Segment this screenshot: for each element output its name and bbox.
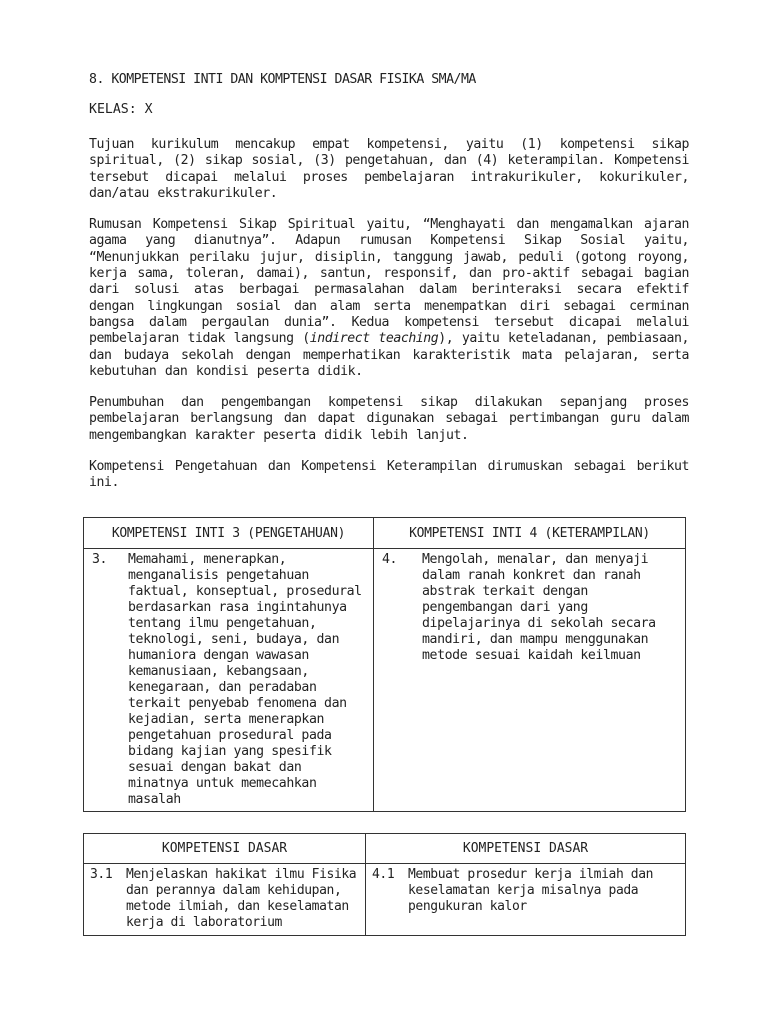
- kd31-cell: [84, 864, 366, 936]
- paragraph-attitude-competence: [89, 217, 689, 380]
- ki3-cell: [84, 549, 374, 812]
- ki3-text: Memahami, menerapkan, menganalisis pengetahuan faktual, konseptual, prosedural berdasarkan rasa ingintahunya tentang ilmu pengetahuan, teknologi, seni, budaya, dan humaniora dengan wawasan kemanusiaan, kebangsaan, kenegaraan, dan peradaban terkait penyebab fenomena dan kejadian, serta menerapkan pengetahuan prosedural pada bidang kajian yang spesifik sesuai dengan bakat dan minatnya untuk memecahkan masalah: [128, 552, 362, 807]
- ki4-cell: [374, 549, 686, 812]
- kd31-text: Menjelaskan hakikat ilmu Fisika dan perannya dalam kehidupan, metode ilmiah, dan keselamatan kerja di laboratorium: [126, 867, 357, 930]
- ki4-text: Mengolah, menalar, dan menyaji dalam ranah konkret dan ranah abstrak terkait dengan pengembangan dari yang dipelajarinya di sekolah secara mandiri, dan mampu menggunakan metode sesuai kaidah keilmuan: [422, 552, 656, 663]
- table-header-row: [84, 834, 686, 864]
- kd41-number: 4.1: [372, 867, 395, 882]
- section-heading: 8. KOMPETENSI INTI DAN KOMPTENSI DASAR FISIKA SMA/MA: [89, 72, 476, 87]
- paragraph-attitude-development: Penumbuhan dan pengembangan kompetensi sikap dilakukan sepanjang proses pembelajaran berlangsung dan dapat digunakan sebagai pertimbangan guru dalam mengembangkan karakter peserta didik lebih lanjut.: [89, 395, 689, 443]
- class-label: KELAS: X: [89, 102, 153, 117]
- italic-term: indirect teaching: [309, 331, 439, 347]
- paragraph-curriculum-goals: Tujuan kurikulum mencakup empat kompetensi, yaitu (1) kompetensi sikap spiritual, (2) sikap sosial, (3) pengetahuan, dan (4) keterampilan. Kompetensi tersebut dicapai melalui proses pembelajaran intrakurikuler, kokurikuler, dan/atau ekstrakurikuler.: [89, 137, 689, 201]
- kd41-cell: [366, 864, 686, 936]
- header-kd-left: KOMPETENSI DASAR: [84, 834, 366, 864]
- header-ki4: KOMPETENSI INTI 4 (KETERAMPILAN): [374, 518, 686, 549]
- ki3-number: 3.: [92, 552, 108, 567]
- table-row: [84, 864, 686, 936]
- kd41-text: Membuat prosedur kerja ilmiah dan keselamatan kerja misalnya pada pengukuran kalor: [408, 867, 654, 914]
- kd31-number: 3.1: [90, 867, 113, 882]
- paragraph-text: ), yaitu keteladanan, pembiasaan, dan budaya sekolah dengan memperhatikan karakteristik mata pelajaran, serta kebutuhan dan kondisi peserta didik.: [89, 331, 689, 379]
- table-header-row: [84, 518, 686, 549]
- header-kd-right: KOMPETENSI DASAR: [366, 834, 686, 864]
- basic-competency-table: [83, 833, 686, 936]
- ki4-number: 4.: [382, 552, 398, 567]
- document-page: [89, 72, 689, 507]
- header-ki3: KOMPETENSI INTI 3 (PENGETAHUAN): [84, 518, 374, 549]
- paragraph-text: Rumusan Kompetensi Sikap Spiritual yaitu, “Menghayati dan mengamalkan ajaran agama yang dianutnya”. Adapun rumusan Kompetensi Sikap Sosial yaitu, “Menunjukkan perilaku jujur, disiplin, tanggung jawab, peduli (gotong royong, kerja sama, toleran, damai), santun, responsif, dan pro-aktif sebagai bagian dari solusi atas berbagai permasalahan dalam berinteraksi secara efektif dengan lingkungan sosial dan alam serta menempatkan diri sebagai cerminan bangsa dalam pergaulan dunia”. Kedua kompetensi tersebut dicapai melalui pembelajaran tidak langsung (: [89, 217, 689, 347]
- core-competency-table: [83, 517, 686, 812]
- table-row: [84, 549, 686, 812]
- paragraph-knowledge-skills-intro: Kompetensi Pengetahuan dan Kompetensi Keterampilan dirumuskan sebagai berikut ini.: [89, 459, 689, 491]
